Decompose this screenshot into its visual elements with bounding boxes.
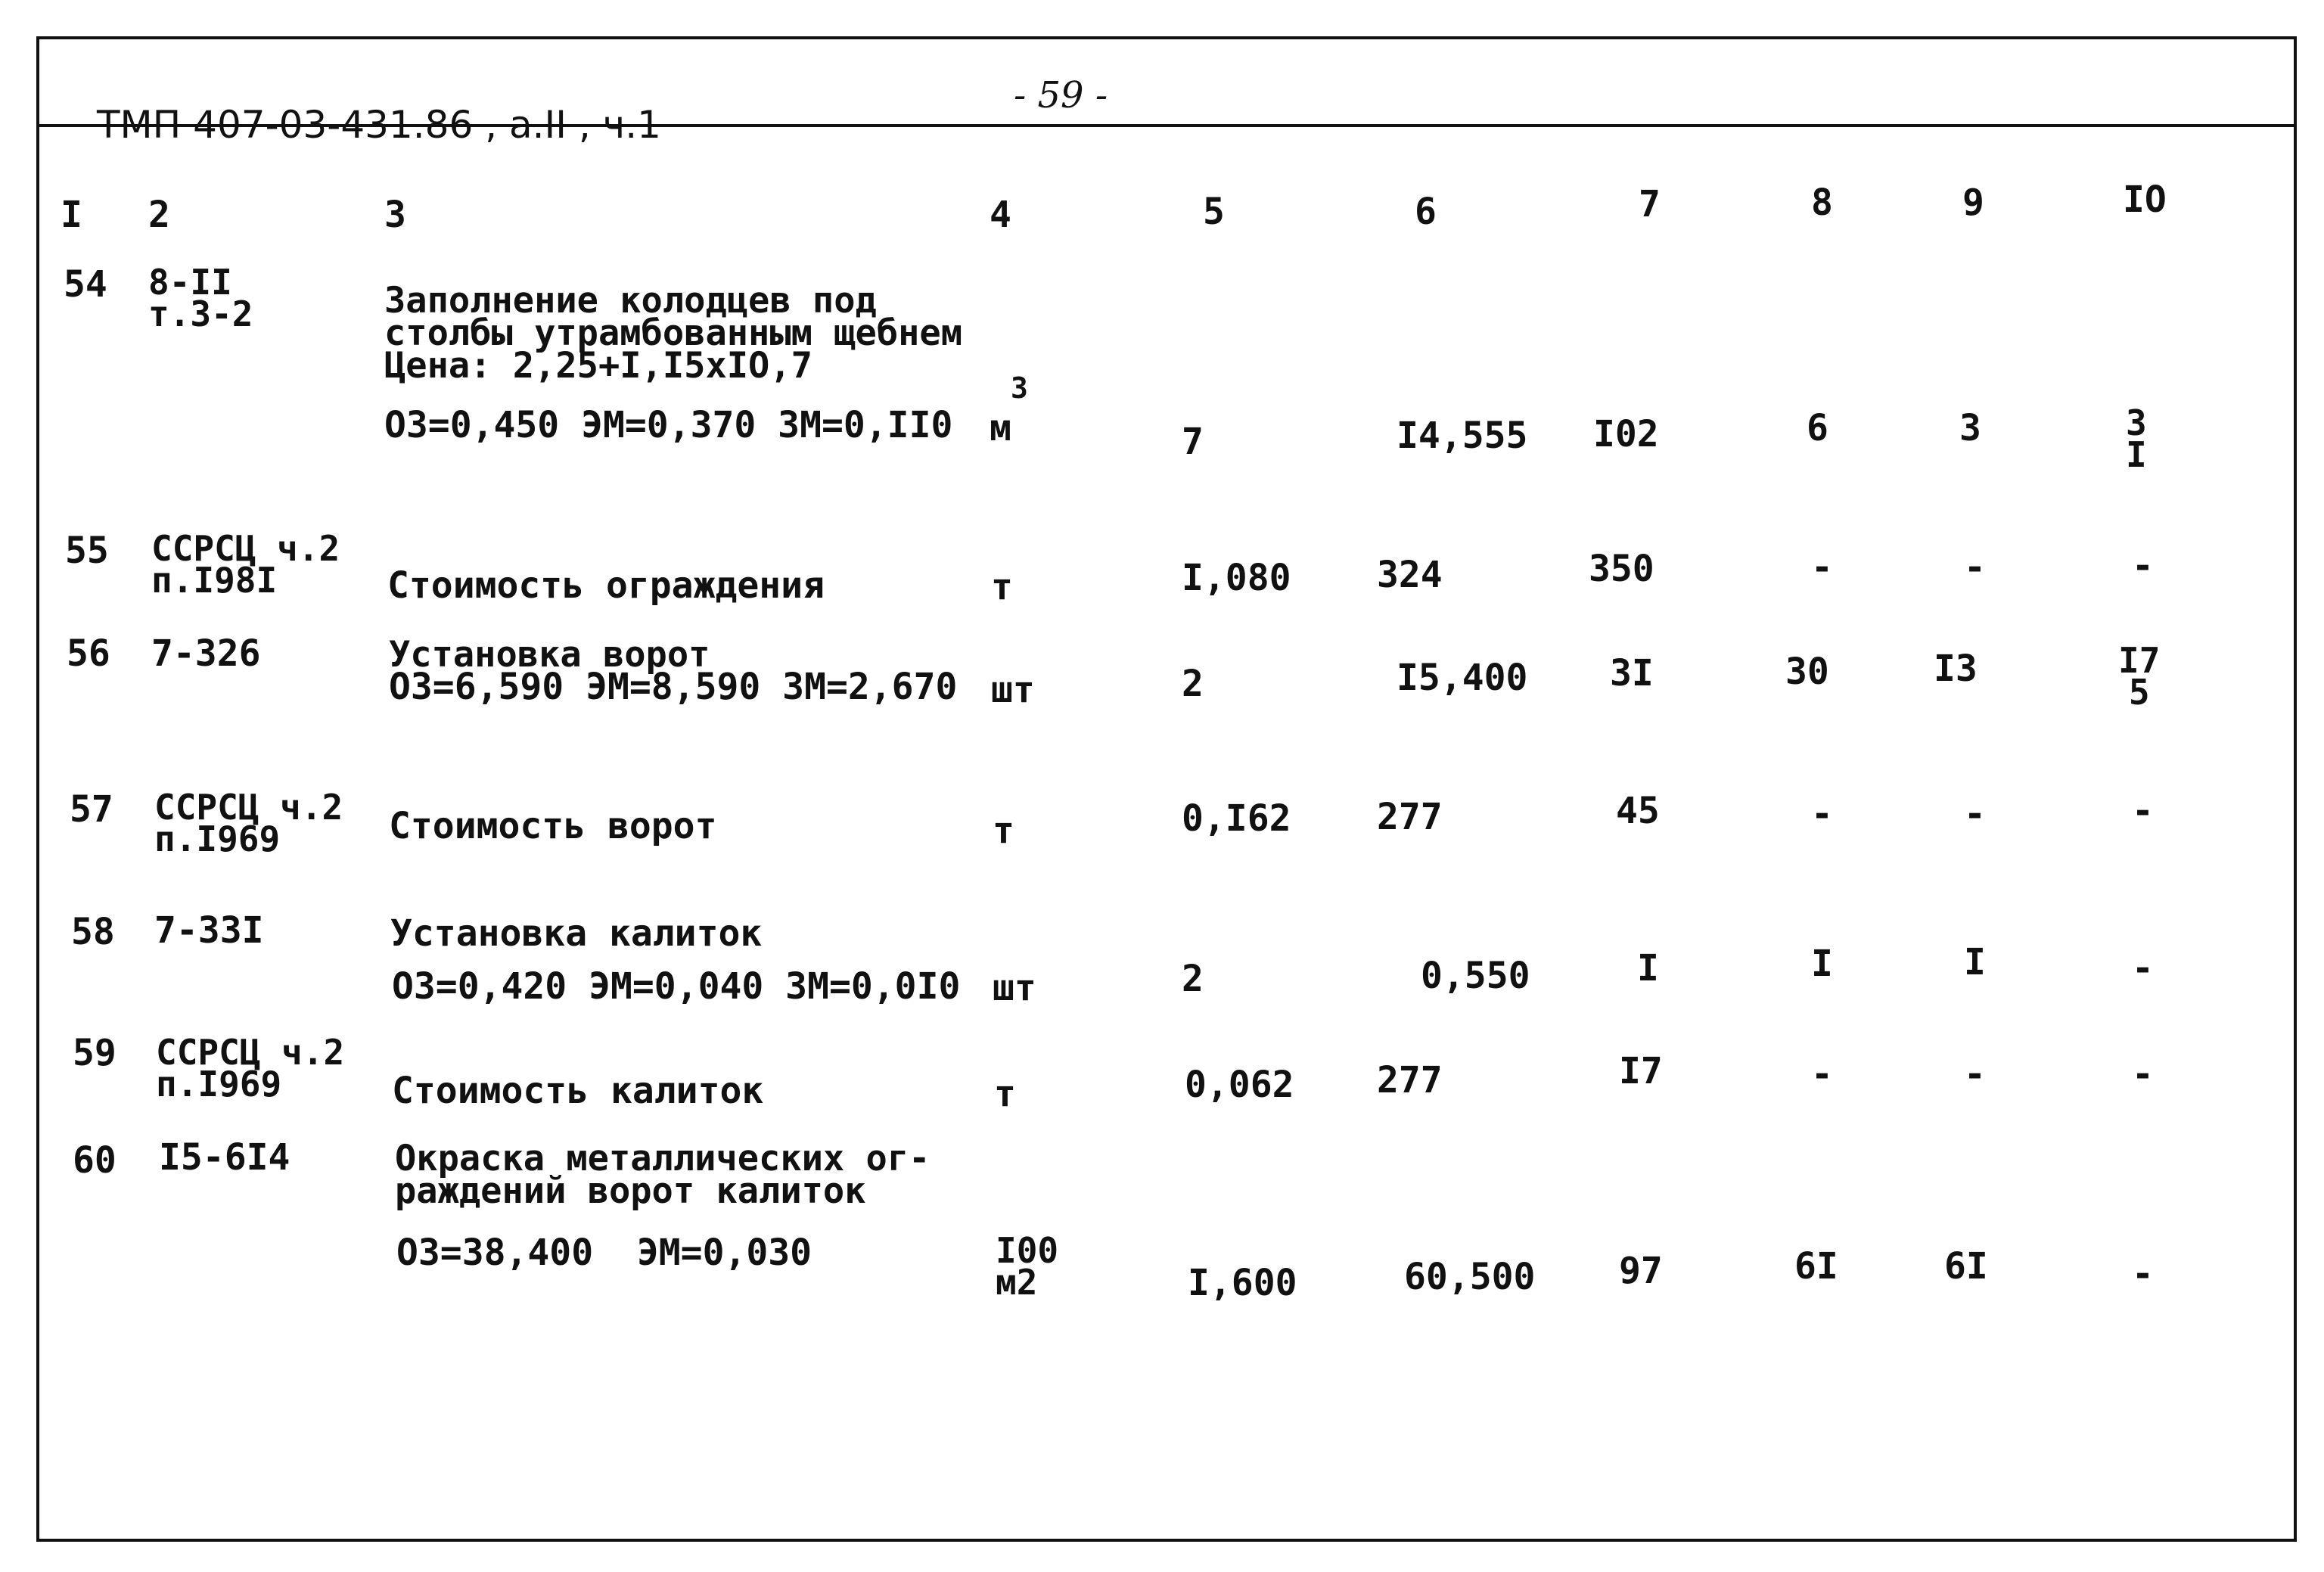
row-code: 8-II т.3-2 [148, 262, 253, 335]
column-header-4: 4 [990, 194, 1011, 236]
row-col10: I7 5 [2118, 640, 2161, 713]
row-col7: 3I [1610, 652, 1654, 694]
row-number: 60 [73, 1139, 117, 1182]
row-description: Стоимость ворот [389, 805, 717, 847]
column-header-3: 3 [384, 194, 406, 236]
row-number: 59 [73, 1032, 117, 1074]
row-unit-price: 277 [1377, 1059, 1443, 1101]
row-unit-price: 0,550 [1421, 955, 1530, 997]
row-code: ССРСЦ ч.2 п.I969 [156, 1032, 345, 1105]
unit-exponent: 3 [1011, 371, 1028, 405]
row-col8: - [1811, 546, 1833, 589]
row-description: Окраска металлических ог- раждений ворот калиток [395, 1138, 931, 1213]
row-unit-price: I4,555 [1397, 415, 1528, 457]
column-header-2: 2 [148, 194, 170, 236]
row-col8: 6 [1807, 407, 1828, 449]
row-col8: 30 [1785, 651, 1829, 693]
row-col10: 3 I [2126, 402, 2147, 476]
row-rate-detail: ОЗ=6,590 ЭМ=8,590 ЗМ=2,670 [389, 666, 958, 708]
row-col8: - [1811, 793, 1833, 835]
row-number: 56 [67, 632, 110, 675]
row-col9: I3 [1934, 648, 1978, 690]
row-description: Стоимость калиток [392, 1070, 764, 1112]
row-rate-detail: ОЗ=0,450 ЭМ=0,370 ЗМ=0,II0 [384, 404, 953, 446]
row-description: Заполнение колодцев под столбы утрамбованным щебнем Цена: 2,25+I,I5xIO,7 [384, 280, 963, 387]
row-description: Установка калиток [390, 912, 763, 955]
row-col7: I7 [1619, 1050, 1663, 1092]
row-unit-price: I5,400 [1397, 657, 1528, 699]
row-unit: шт [991, 669, 1035, 711]
row-number: 54 [64, 263, 107, 306]
row-unit-price: 277 [1377, 796, 1443, 838]
row-unit: т [994, 1073, 1016, 1115]
row-unit: I00 м2 [996, 1230, 1059, 1303]
row-col7: 350 [1589, 548, 1654, 590]
row-number: 57 [70, 788, 113, 831]
row-description: Установка ворот [389, 634, 710, 676]
row-col7: 45 [1616, 790, 1660, 832]
row-quantity: I,600 [1188, 1262, 1297, 1304]
column-header-8: 8 [1811, 182, 1833, 224]
row-col9: - [1964, 793, 1986, 835]
row-unit: м [990, 407, 1011, 449]
row-col9: - [1964, 1053, 1986, 1095]
row-description: Стоимость ограждения [387, 564, 825, 607]
page-frame [36, 36, 2297, 1542]
row-code: ССРСЦ ч.2 п.I969 [154, 787, 343, 860]
row-unit: шт [993, 967, 1036, 1009]
row-rate-detail: ОЗ=38,400 ЭМ=0,030 [396, 1232, 812, 1274]
row-unit: т [993, 809, 1014, 852]
row-code: I5-6I4 [159, 1136, 290, 1179]
row-quantity: 7 [1182, 421, 1204, 463]
row-col10: - [2132, 1053, 2154, 1095]
row-col8: 6I [1794, 1245, 1838, 1288]
row-col9: 6I [1944, 1245, 1988, 1288]
row-col10: - [2132, 947, 2154, 989]
row-quantity: 2 [1182, 663, 1204, 705]
row-quantity: I,080 [1182, 557, 1291, 599]
column-header-5: 5 [1203, 191, 1225, 233]
row-number: 55 [65, 530, 109, 572]
row-col8: I [1811, 943, 1833, 985]
row-rate-detail: ОЗ=0,420 ЭМ=0,040 ЗМ=0,0I0 [392, 965, 961, 1008]
page-number: - 59 - [1014, 74, 1108, 117]
row-unit: т [991, 566, 1013, 608]
row-col9: - [1964, 546, 1986, 589]
row-quantity: 2 [1182, 958, 1204, 1000]
row-unit-price: 324 [1377, 554, 1443, 596]
row-quantity: 0,062 [1185, 1064, 1294, 1106]
row-col9: 3 [1959, 407, 1981, 449]
row-number: 58 [71, 911, 115, 953]
row-quantity: 0,I62 [1182, 797, 1291, 840]
column-header-6: 6 [1415, 191, 1437, 233]
row-unit-price: 60,500 [1404, 1256, 1536, 1298]
row-code: 7-326 [151, 632, 261, 675]
row-code: 7-33I [154, 909, 264, 952]
row-col7: I [1637, 947, 1659, 989]
row-col9: I [1964, 941, 1986, 983]
row-col7: I02 [1593, 413, 1659, 455]
row-col10: - [2132, 545, 2154, 587]
column-header-9: 9 [1962, 182, 1984, 224]
row-code: ССРСЦ ч.2 п.I98I [151, 528, 340, 601]
column-header-10: IO [2123, 179, 2167, 221]
row-col10: - [2132, 790, 2154, 832]
row-col7: 97 [1619, 1250, 1663, 1292]
column-header-7: 7 [1639, 183, 1661, 225]
row-col8: - [1811, 1053, 1833, 1095]
column-header-1: I [61, 194, 82, 236]
document-reference: ТМП 407-03-431.86 , а.II , ч.1 [97, 103, 661, 147]
row-col10: - [2132, 1253, 2154, 1295]
